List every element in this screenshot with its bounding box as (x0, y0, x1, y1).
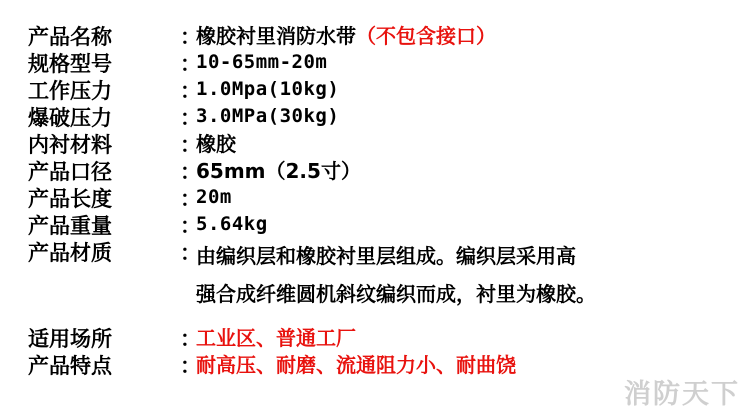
spec-label-features: 产品特点 (28, 354, 112, 379)
spec-colon: ： (180, 187, 201, 212)
spec-value-product-name (196, 26, 750, 47)
spec-label-model: 规格型号 (28, 52, 112, 77)
spec-value-features: 耐高压、耐磨、流通阻力小、耐曲饶 (196, 353, 516, 378)
spec-colon: ： (180, 25, 201, 49)
spec-label-working-pressure: 工作压力 (28, 79, 112, 104)
spec-colon: ： (180, 106, 201, 131)
spec-colon: ： (180, 133, 201, 158)
spec-row-material (28, 242, 750, 309)
spec-label-burst-pressure: 爆破压力 (28, 106, 112, 131)
spec-label-diameter: 产品口径 (28, 160, 112, 185)
spec-row-length (28, 188, 750, 210)
spec-colon: ： (180, 160, 201, 185)
spec-row-product-name (28, 26, 750, 48)
spec-colon: ： (180, 79, 201, 104)
spec-label-application: 适用场所 (28, 327, 112, 352)
spec-value-weight: 5.64kg (196, 213, 268, 236)
spec-value-working-pressure: 1.0Mpa(10kg) (196, 78, 340, 101)
spec-value-application: 工业区、普通工厂 (196, 326, 356, 351)
spec-value-burst-pressure: 3.0MPa(30kg) (196, 105, 340, 128)
spec-value-product-name-text: 橡胶衬里消防水带 (196, 24, 356, 48)
spec-row-weight (28, 215, 750, 237)
spec-colon: ： (180, 354, 201, 379)
spec-row-working-pressure (28, 80, 750, 102)
spec-label-lining-material: 内衬材料 (28, 133, 112, 158)
spec-value-material (196, 242, 750, 309)
spec-label-material: 产品材质 (28, 241, 112, 266)
section-spacer (28, 318, 750, 328)
spec-row-application (28, 328, 750, 350)
spec-value-length: 20m (196, 186, 232, 209)
spec-colon: ： (180, 214, 201, 239)
spec-colon: ： (180, 52, 201, 77)
spec-value-product-name-note: （不包含接口） (356, 24, 496, 48)
watermark: 消防天下 (624, 379, 740, 410)
spec-value-diameter: 65mm（2.5寸） (196, 159, 361, 184)
spec-row-burst-pressure (28, 107, 750, 129)
spec-value-material-line1: 由编织层和橡胶衬里层组成。编织层采用高 (196, 244, 576, 269)
spec-label-weight: 产品重量 (28, 214, 112, 239)
spec-row-lining-material (28, 134, 750, 156)
spec-colon: ： (180, 327, 201, 352)
spec-value-model: 10-65mm-20m (196, 51, 328, 74)
spec-row-model (28, 53, 750, 75)
spec-value-lining-material: 橡胶 (196, 132, 236, 157)
spec-label-length: 产品长度 (28, 187, 112, 212)
spec-label-product-name: 产品名称 (28, 25, 112, 49)
spec-row-diameter (28, 161, 750, 183)
spec-value-material-line2: 强合成纤维圆机斜纹编织而成，衬里为橡胶。 (196, 282, 596, 307)
spec-colon: ： (180, 241, 201, 266)
